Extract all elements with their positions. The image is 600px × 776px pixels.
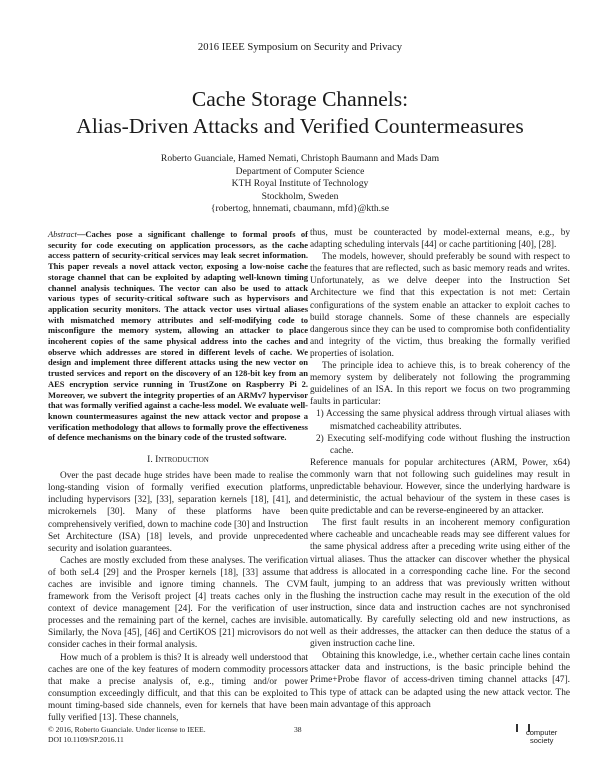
title-line-1: Cache Storage Channels:	[191, 87, 409, 111]
author-city: Stockholm, Sweden	[261, 190, 339, 202]
section-heading-introduction: I. Introduction	[147, 454, 209, 466]
abstract-text: —Caches pose a significant challenge to formal proofs of security for code executing on application processors, as the cache access pattern of security-critical services may leak secret information. This paper reveals a novel attack vector, exposing a low-noise cache storage channel that can be exploited by adapting well-known timing channel analysis techniques. The vector can also be used to attack various types of security-critical software such as hypervisors and application security monitors. The attack vector uses virtual aliases with mismatched memory attributes and self-modifying code to misconfigure the memory system, allowing an attacker to place incoherent copies of the same physical address into the caches and observe which addresses are stored in different levels of cache. We design and implement three different attacks using the new vector on trusted services and report on the discovery of an 128-bit key from an AES encryption service running in TrustZone on Raspberry Pi 2. Moreover, we subvert the integrity properties of an ARMv7 hypervisor that was formally verified against a cache-less model. We evaluate well-known countermeasures against the new attack vector and propose a verification methodology that allows to formally prove the effectiveness of defence mechanisms on the binary code of the trusted software.	[48, 229, 308, 443]
abstract	[48, 229, 308, 443]
intro-paragraph-2: Caches are mostly excluded from these analyses. The verification of both seL4 [29] and the Prosper kernels [18], [33] assume that caches are invisible and ignore timing channels. The CVM framework from the Verisoft project [4] treats caches only in the context of device management [24]. For the verification of user processes and the remaining part of the kernel, caches are invisible. Similarly, the Nova [45], [46] and CertiKOS [21] microvisors do not consider caches in their formal analysis.	[48, 555, 308, 651]
fault-list-item: 1) Accessing the same physical address through virtual aliases with mismatched cacheability attributes.	[316, 409, 570, 432]
right-paragraph-2: The principle idea to achieve this, is to break coherency of the memory system by deliberately not following the programming guidelines of an ISA. In this report we focus on two programming faults in particular:	[310, 361, 570, 408]
author-institution: KTH Royal Institute of Technology	[231, 178, 369, 190]
right-column	[310, 227, 570, 711]
fault-list	[310, 408, 570, 456]
paper-title	[0, 86, 600, 140]
author-names: Roberto Guanciale, Hamed Nemati, Christoph Baumann and Mads Dam	[160, 153, 440, 164]
author-emails: {robertog, hnnemati, cbaumann, mfd}@kth.se	[210, 203, 390, 215]
abstract-lead: Abstract	[48, 229, 77, 239]
intro-paragraph-3: How much of a problem is this? It is already well understood that caches are one of the key features of modern commodity processors that make a precise analysis of, e.g., timing and/or power consumption exceedingly difficult, and that this can be exploited to mount timing-based side channels, even for kernels that have been fully verified [13]. These channels,	[48, 652, 308, 724]
left-column	[48, 229, 308, 724]
footer-doi: DOI 10.1109/SP.2016.11	[48, 734, 124, 744]
page-number: 38	[294, 725, 302, 734]
footer-copyright	[48, 725, 206, 744]
logo-text-computer: computer	[526, 728, 558, 737]
footer-license: © 2016, Roberto Guanciale. Under license to IEEE.	[48, 725, 206, 734]
right-paragraph-1: The models, however, should preferably be sound with respect to the features that are reflected, such as basic memory reads and writes. Unfortunately, as we delve deeper into the Instruction Set Architecture we find that this expectation is not met: Certain configurations of the system enable an attacker to exploit caches to build storage channels. Some of these channels are especially dangerous since they can be used to compromise both confidentiality and integrity of the victim, thus breaking the formally verified properties of isolation.	[310, 252, 570, 359]
author-department: Department of Computer Science	[235, 165, 365, 177]
title-line-2: Alias-Driven Attacks and Verified Countermeasures	[76, 114, 524, 138]
right-paragraph-5: Obtaining this knowledge, i.e., whether certain cache lines contain attacker data and instructions, is the basic principle behind the Prime+Probe flavor of access-driven timing channel attacks [47]. This type of attack can be adapted using the new attack vector. The main advantage of this approach	[310, 651, 570, 710]
intro-paragraph-1: Over the past decade huge strides have been made to realise the long-standing vision of formally verified execution platforms, including hypervisors [32], [33], separation kernels [18], [41], and microkernels [30]. Many of these platforms have been comprehensively verified, down to machine code [30] and Instruction Set Architecture (ISA) [18] levels, and provide unprecedented security and isolation guarantees.	[48, 471, 308, 554]
logo-text-society: society	[530, 736, 554, 745]
fault-list-item: 2) Executing self-modifying code without flushing the instruction cache.	[316, 433, 570, 456]
author-block	[0, 153, 600, 216]
computer-society-logo	[514, 722, 562, 752]
right-paragraph-0: thus, must be counteracted by model-external means, e.g., by adapting scheduling intervals [44] or cache partitioning [40], [28].	[310, 228, 570, 251]
right-paragraph-4: The first fault results in an incoherent memory configuration where cacheable and uncacheable reads may see different values for the same physical address after a preceding write using either of the virtual aliases. Thus the attacker can discover whether the physical address is allocated in a corresponding cache line. For the second fault, jumping to an address that was previously written without flushing the instruction cache may result in the execution of the old instruction, since data and instruction caches are not synchronised automatically. By carefully selecting old and new instructions, as well as their addresses, the attacker can then deduce the status of a given instruction cache line.	[310, 518, 570, 650]
venue-header: 2016 IEEE Symposium on Security and Privacy	[197, 42, 403, 53]
right-paragraph-3: Reference manuals for popular architectures (ARM, Power, x64) commonly warn that not following such guidelines may result in unpredictable behaviour. However, since the underlying hardware is deterministic, the actual behaviour of the system in these cases is quite predictable and can be reverse-engineered by an attacker.	[310, 457, 570, 517]
